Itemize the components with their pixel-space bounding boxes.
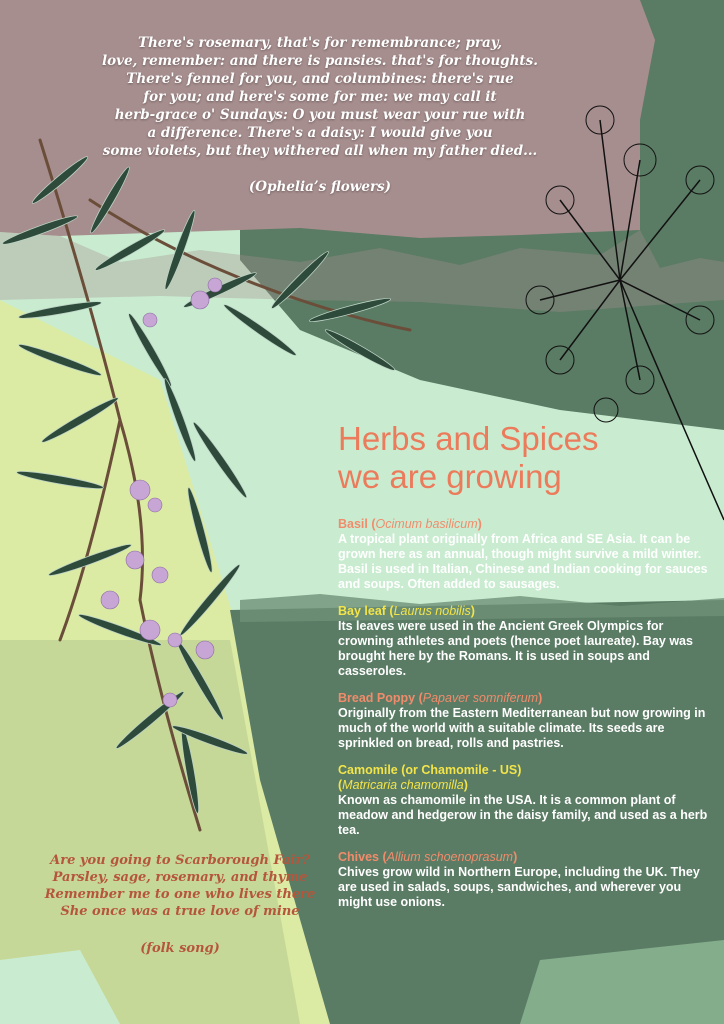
quote-line: for you; and here's some for me: we may call it [143, 89, 497, 105]
herb-name: Chives [338, 850, 379, 864]
ophelia-quote [40, 34, 600, 196]
quote-line: There's rosemary, that's for remembrance; pray, [137, 35, 503, 51]
herb-heading: Basil (Ocimum basilicum) [338, 517, 482, 531]
herb-name: Bay leaf [338, 604, 386, 618]
quote-line: a difference. There's a daisy: I would give you [147, 125, 493, 141]
herb-heading: Bread Poppy (Papaver somniferum) [338, 691, 543, 705]
herb-bay-leaf [338, 604, 708, 679]
quote-attribution: (Ophelia’s flowers) [248, 179, 392, 195]
title-line-2: we are growing [338, 458, 562, 495]
quote-line: Are you going to Scarborough Fair? [50, 853, 310, 868]
herb-latin-name: Papaver somniferum [422, 691, 539, 705]
herb-description: Originally from the Eastern Mediterranean but now growing in much of the world with a suitable climate. Its seeds are sprinkled on bread, rolls and pastries. [338, 706, 706, 750]
scarborough-fair-quote [20, 852, 340, 957]
herb-latin-name: Matricaria chamomilla [342, 778, 464, 792]
herb-camomile [338, 763, 708, 838]
herb-list [338, 517, 708, 922]
quote-line: There's fennel for you, and columbines: there's rue [126, 71, 514, 87]
quote-line: some violets, but they withered all when my father died... [102, 143, 538, 159]
herb-description: Its leaves were used in the Ancient Greek Olympics for crowning athletes and poets (hence poet laureate). Bay was brought here by the Romans. It is used in soups and casseroles. [338, 619, 693, 678]
quote-line: Remember me to one who lives there [44, 887, 316, 902]
quote-line: herb-grace o' Sundays: O you must wear your rue with [114, 107, 526, 123]
herb-latin-name: Laurus nobilis [393, 604, 471, 618]
quote-line: Parsley, sage, rosemary, and thyme [52, 870, 308, 885]
herb-name: Basil [338, 517, 368, 531]
herb-chives [338, 850, 708, 910]
herb-name: Camomile (or Chamomile - US) [338, 763, 522, 777]
quote-line: She once was a true love of mine [60, 904, 300, 919]
herb-basil [338, 517, 708, 592]
herb-latin-name: Allium schoenoprasum [386, 850, 514, 864]
title-line-1: Herbs and Spices [338, 420, 599, 457]
page-title [338, 420, 718, 496]
quote-attribution: (folk song) [140, 941, 220, 956]
herb-description: A tropical plant originally from Africa and SE Asia. It can be grown here as an annual, though might survive a mild winter. Basil is used in Italian, Chinese and Indian cooking for sauces and soups. Often added to sausages. [338, 532, 708, 591]
herb-latin-name: Ocimum basilicum [375, 517, 478, 531]
herb-description: Chives grow wild in Northern Europe, including the UK. They are used in salads, soups, sandwiches, and wherever you might use onions. [338, 865, 700, 909]
herb-name: Bread Poppy [338, 691, 416, 705]
quote-line: love, remember: and there is pansies. that's for thoughts. [102, 53, 538, 69]
herb-description: Known as chamomile in the USA. It is a common plant of meadow and hedgerow in the daisy family, and used as a herb tea. [338, 793, 708, 837]
herb-heading: Chives (Allium schoenoprasum) [338, 850, 518, 864]
herb-heading: Bay leaf (Laurus nobilis) [338, 604, 475, 618]
herb-bread-poppy [338, 691, 708, 751]
herb-heading: Camomile (or Chamomile - US) (Matricaria chamomilla) [338, 763, 522, 792]
